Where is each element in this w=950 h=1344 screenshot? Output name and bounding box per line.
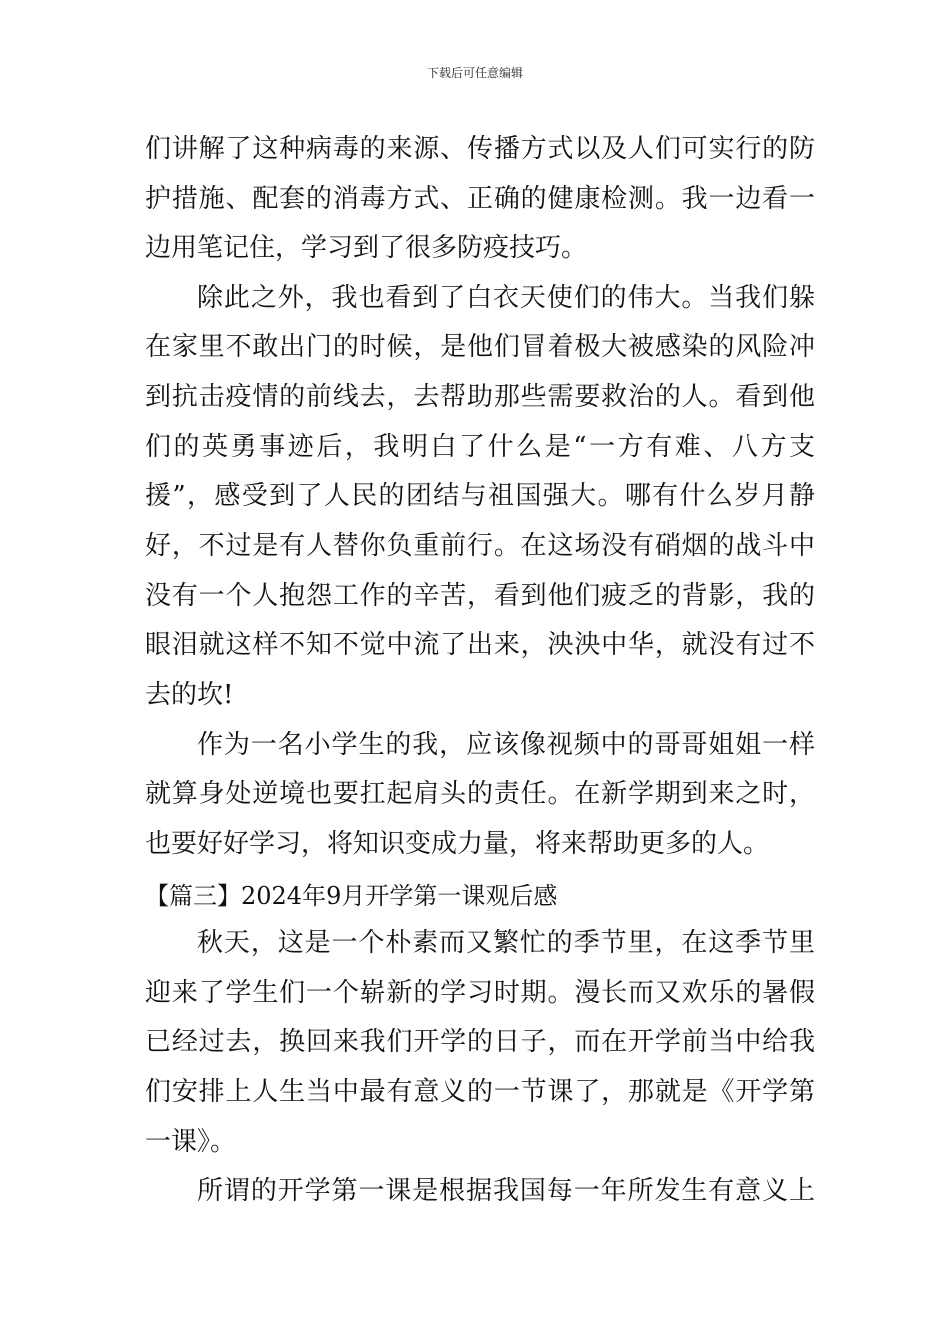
page-header-note: 下载后可任意编辑 (426, 66, 523, 80)
text-line: 好，不过是有人替你负重前行。在这场没有硝烟的战斗中 (145, 531, 815, 561)
text-line: 所谓的开学第一课是根据我国每一年所发生有意义上 (197, 1176, 815, 1206)
text-line: 除此之外，我也看到了白衣天使们的伟大。当我们躲 (197, 283, 815, 313)
text-line: 援”，感受到了人民的团结与祖国强大。哪有什么岁月静 (145, 481, 815, 511)
text-line: 去的坎! (145, 680, 234, 710)
section-heading: 【篇三】2024年9月开学第一课观后感 (145, 882, 558, 910)
text-line: 们安排上人生当中最有意义的一节课了，那就是《开学第 (145, 1077, 815, 1107)
text-line: 也要好好学习，将知识变成力量，将来帮助更多的人。 (145, 829, 770, 859)
text-line: 已经过去，换回来我们开学的日子，而在开学前当中给我 (145, 1027, 815, 1057)
text-line: 迎来了学生们一个崭新的学习时期。漫长而又欢乐的暑假 (145, 978, 815, 1008)
text-line: 护措施、配套的消毒方式、正确的健康检测。我一边看一 (145, 184, 815, 214)
text-line: 一课》。 (145, 1127, 237, 1157)
text-line: 们讲解了这种病毒的来源、传播方式以及人们可实行的防 (145, 134, 815, 164)
text-line: 到抗击疫情的前线去，去帮助那些需要救治的人。看到他 (145, 382, 815, 412)
text-line: 没有一个人抱怨工作的辛苦，看到他们疲乏的背影，我的 (145, 581, 815, 611)
text-line: 秋天，这是一个朴素而又繁忙的季节里，在这季节里 (197, 928, 815, 958)
text-line: 边用笔记住，学习到了很多防疫技巧。 (145, 233, 588, 263)
text-line: 眼泪就这样不知不觉中流了出来，泱泱中华，就没有过不 (145, 630, 815, 660)
text-line: 在家里不敢出门的时候，是他们冒着极大被感染的风险冲 (145, 332, 815, 362)
text-line: 们的英勇事迹后，我明白了什么是“一方有难、八方支 (145, 432, 815, 462)
text-line: 就算身处逆境也要扛起肩头的责任。在新学期到来之时， (145, 779, 815, 809)
text-line: 作为一名小学生的我，应该像视频中的哥哥姐姐一样 (197, 730, 815, 760)
